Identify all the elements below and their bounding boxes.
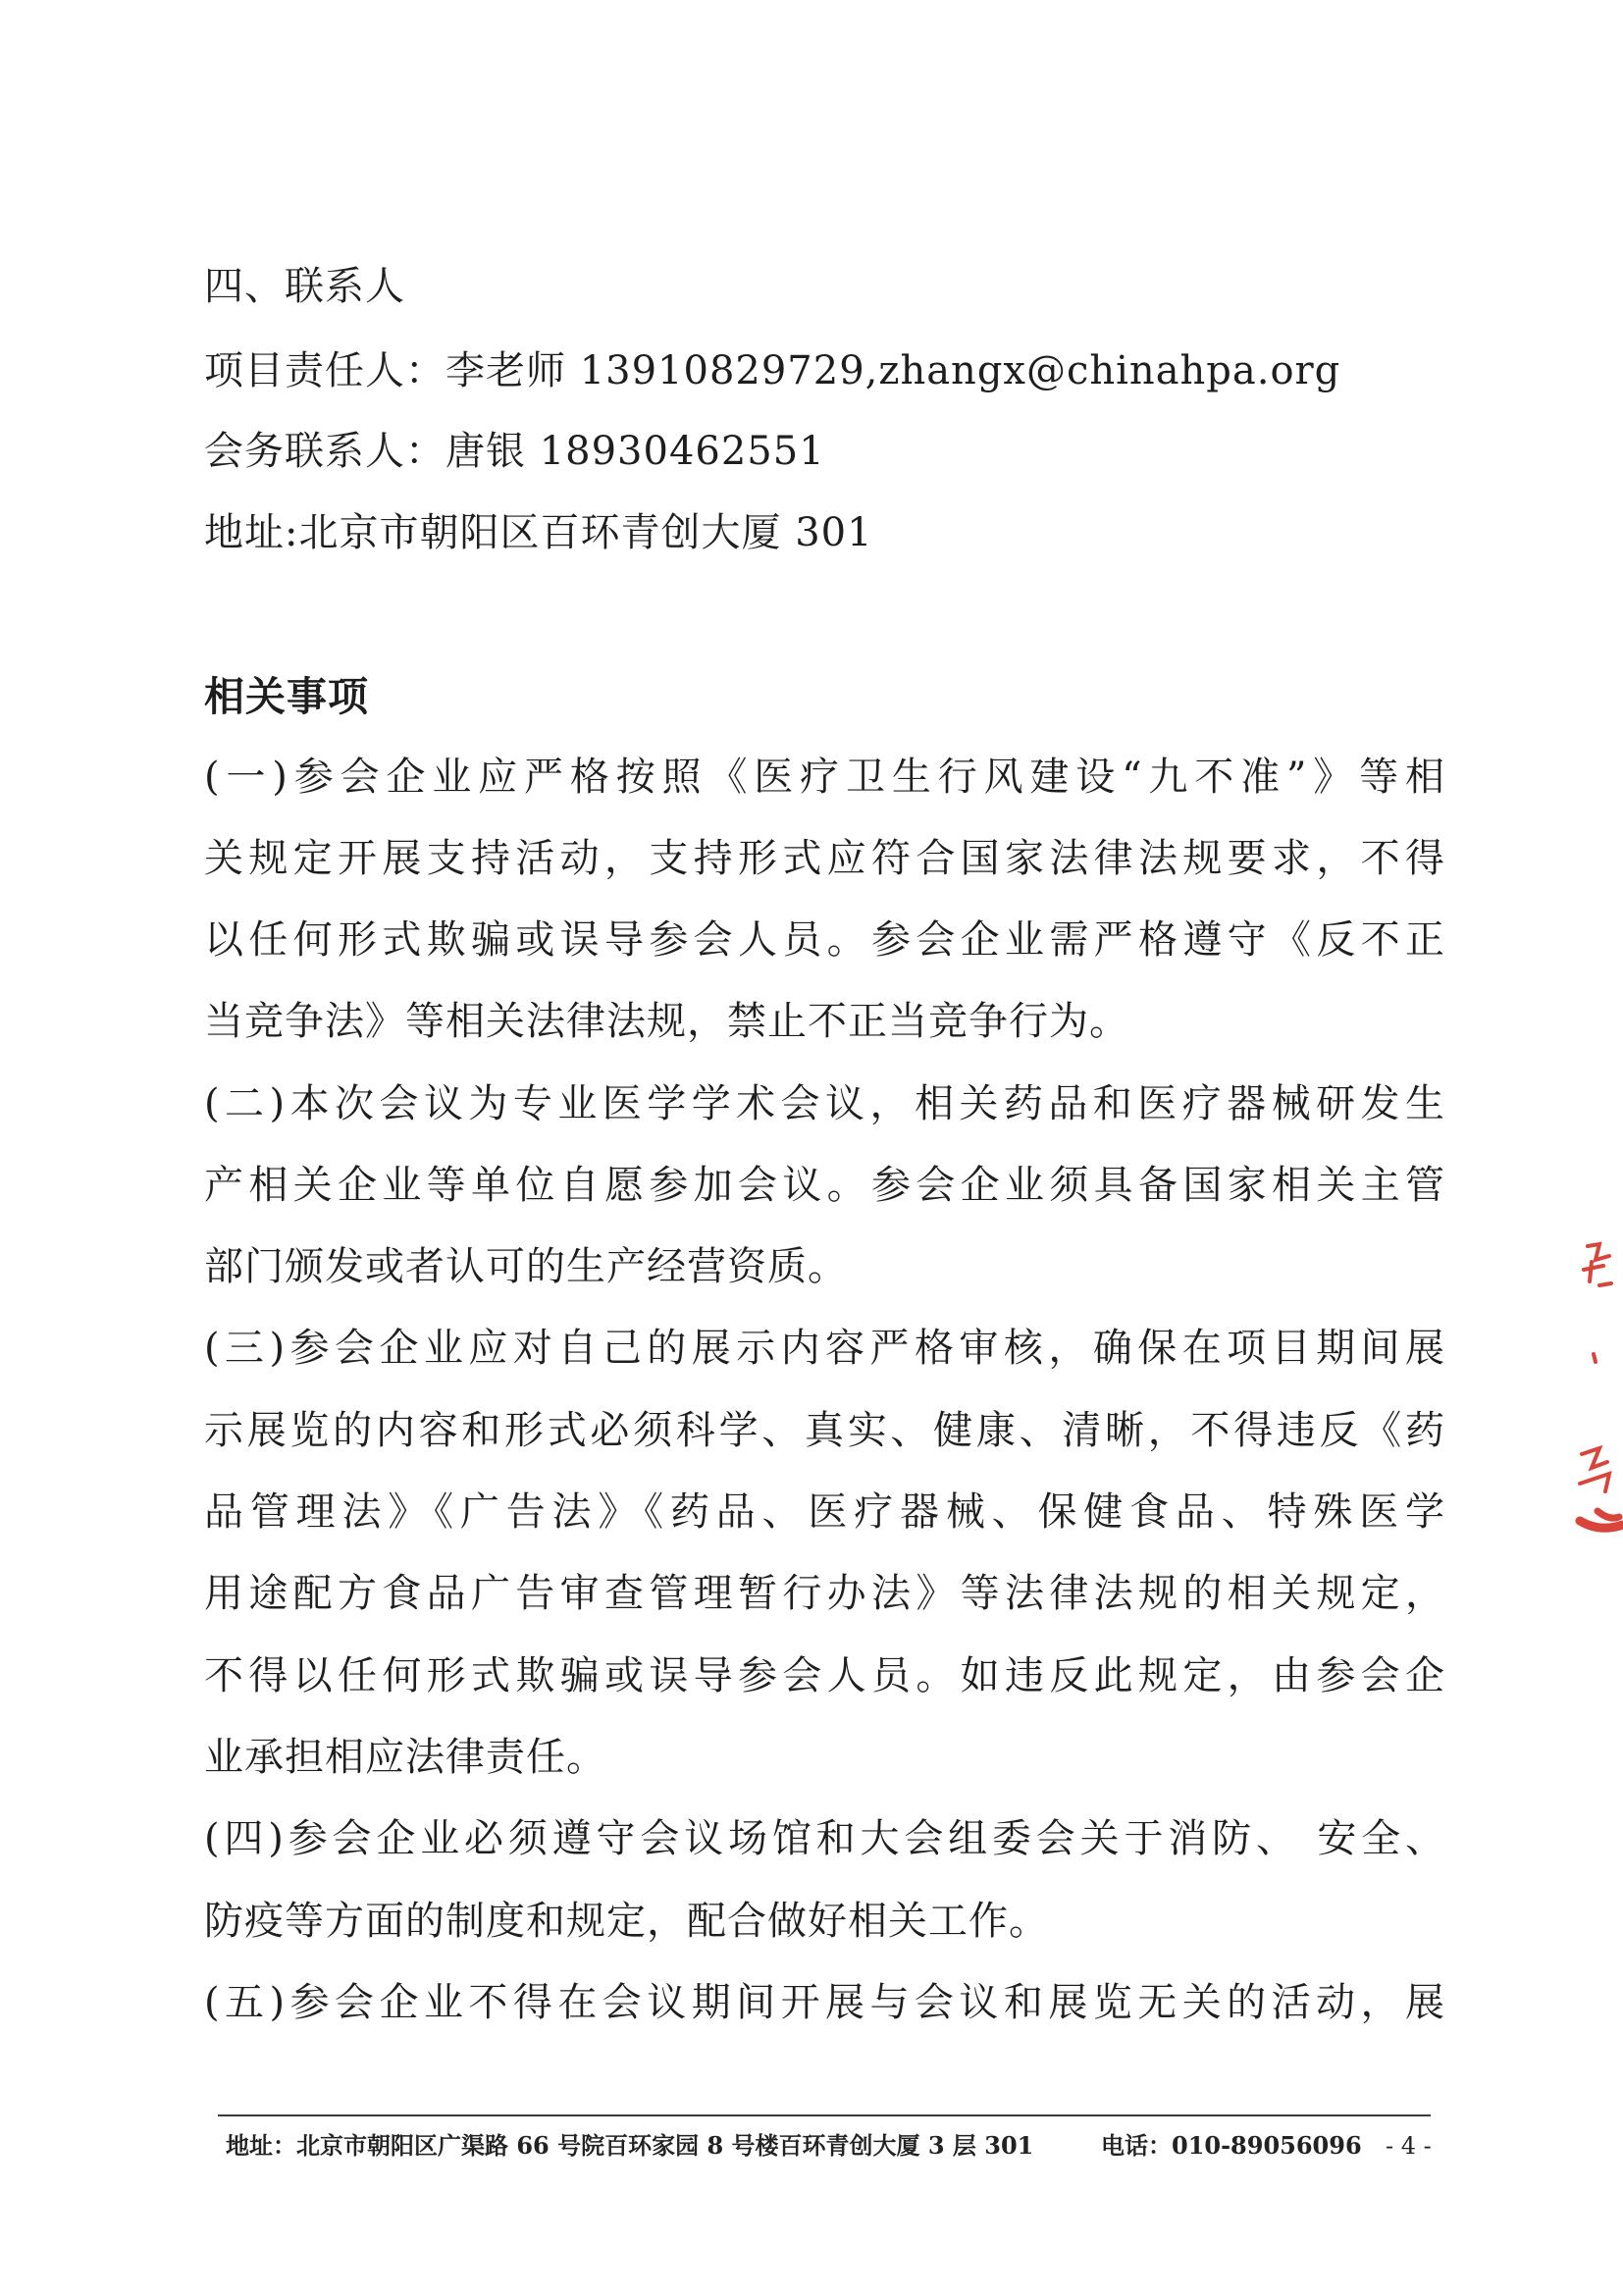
body-line: (三)参会企业应对自己的展示内容严格审核，确保在项目期间展 bbox=[204, 1326, 1445, 1371]
body-line: (二)本次会议为专业医学学术会议，相关药品和医疗器械研发生 bbox=[204, 1081, 1445, 1126]
body-line: 以任何形式欺骗或误导参会人员。参会企业需严格遵守《反不正 bbox=[204, 917, 1445, 963]
page-number: - 4 - bbox=[1386, 2132, 1432, 2160]
body-line: 产相关企业等单位自愿参加会议。参会企业须具备国家相关主管 bbox=[204, 1163, 1445, 1208]
address-line: 地址:北京市朝阳区百环青创大厦 301 bbox=[204, 510, 873, 555]
seal-stamp-icon bbox=[1570, 1226, 1623, 1560]
project-lead-line: 项目责任人：李老师 13910829729,zhangx@chinahpa.org bbox=[204, 348, 1341, 393]
body-line: (四)参会企业必须遵守会议场馆和大会组委会关于消防、 安全、 bbox=[204, 1816, 1445, 1861]
body-line: 业承担相应法律责任。 bbox=[204, 1735, 606, 1780]
body-line: 不得以任何形式欺骗或误导参会人员。如违反此规定，由参会企 bbox=[204, 1653, 1445, 1698]
body-line: 品管理法》《广告法》《药品、医疗器械、保健食品、特殊医学 bbox=[204, 1489, 1445, 1535]
meeting-contact-line: 会务联系人：唐银 18930462551 bbox=[204, 429, 825, 474]
body-line: (一)参会企业应严格按照《医疗卫生行风建设“九不准”》等相 bbox=[204, 755, 1445, 800]
footer-phone: 电话：010-89056096 bbox=[1101, 2131, 1362, 2160]
body-line: 用途配方食品广告审查管理暂行办法》等法律法规的相关规定， bbox=[204, 1571, 1445, 1616]
body-line: 防疫等方面的制度和规定，配合做好相关工作。 bbox=[204, 1899, 1049, 1944]
body-line: 当竞争法》等相关法律法规，禁止不正当竞争行为。 bbox=[204, 999, 1129, 1044]
body-line: 部门颁发或者认可的生产经营资质。 bbox=[204, 1244, 848, 1289]
body-line: 关规定开展支持活动，支持形式应符合国家法律法规要求，不得 bbox=[204, 836, 1445, 881]
body-line: 示展览的内容和形式必须科学、真实、健康、清晰，不得违反《药 bbox=[204, 1408, 1445, 1453]
footer-divider bbox=[218, 2114, 1431, 2116]
contact-heading: 四、联系人 bbox=[204, 264, 405, 309]
footer-address: 地址：北京市朝阳区广渠路 66 号院百环家园 8 号楼百环青创大厦 3 层 301 bbox=[226, 2131, 1034, 2160]
related-heading: 相关事项 bbox=[204, 673, 369, 720]
body-line: (五)参会企业不得在会议期间开展与会议和展览无关的活动，展 bbox=[204, 1980, 1445, 2025]
